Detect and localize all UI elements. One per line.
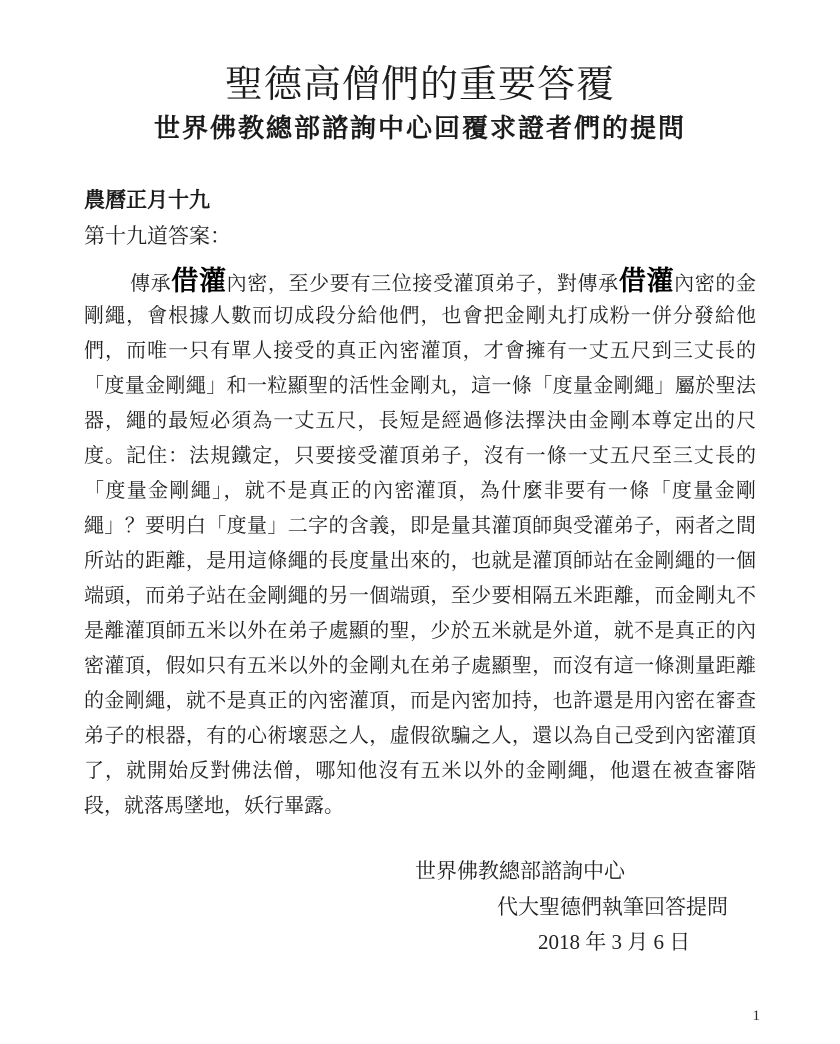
paragraph-line	[84, 544, 756, 579]
paragraph-line	[84, 579, 756, 614]
closing-byline: 代大聖德們執筆回答提問	[497, 895, 728, 919]
answer-paragraph	[84, 264, 756, 824]
text-run: 剛繩，會根據人數而切成段分給他們，也會把金剛丸打成粉一併分發給他	[84, 305, 756, 327]
text-run: 傳承	[130, 273, 172, 295]
closing-date: 2018 年 3 月 6 日	[538, 930, 691, 954]
text-run: 段，就落馬墜地，妖行畢露。	[84, 795, 344, 817]
text-run: 們，而唯一只有單人接受的真正內密灌頂，才會擁有一丈五尺到三丈長的	[84, 340, 756, 362]
lunar-date-heading: 農曆正月十九	[84, 188, 210, 212]
text-run: 了，就開始反對佛法僧，哪知他沒有五米以外的金剛繩，他還在被查審階	[84, 760, 756, 782]
text-run: 端頭，而弟子站在金剛繩的另一個端頭，至少要相隔五米距離，而金剛丸不	[84, 585, 756, 607]
paragraph-line	[84, 649, 756, 684]
text-run: 內密的金	[674, 273, 757, 295]
emphasized-term: 借灌	[171, 266, 227, 296]
page-number: 1	[752, 1008, 760, 1024]
paragraph-line	[84, 719, 756, 754]
text-run: 的金剛繩，就不是真正的內密灌頂，而是內密加持，也許還是用內密在審查	[84, 690, 756, 712]
text-run: 密灌頂，假如只有五米以外的金剛丸在弟子處顯聖，而沒有這一條測量距離	[84, 655, 756, 677]
paragraph-line	[84, 439, 756, 474]
closing-organization: 世界佛教總部諮詢中心	[415, 859, 625, 883]
page-subtitle: 世界佛教總部諮詢中心回覆求證者們的提問	[153, 114, 686, 143]
paragraph-line	[84, 754, 756, 789]
paragraph-line	[84, 369, 756, 404]
paragraph-line	[84, 684, 756, 719]
text-run: 弟子的根器，有的心術壞惡之人，虛假欲騙之人，還以為自己受到內密灌頂	[84, 725, 756, 747]
page-title: 聖德高僧們的重要答覆	[224, 64, 615, 106]
text-run: 「度量金剛繩」，就不是真正的內密灌頂，為什麼非要有一條「度量金剛	[84, 480, 756, 502]
paragraph-line	[84, 789, 756, 824]
text-run: 繩」？要明白「度量」二字的含義，即是量其灌頂師與受灌弟子，兩者之間	[84, 515, 756, 537]
text-run: 度。記住：法規鐵定，只要接受灌頂弟子，沒有一條一丈五尺至三丈長的	[84, 445, 756, 467]
paragraph-line	[84, 299, 756, 334]
text-run: 內密，至少要有三位接受灌頂弟子，對傳承	[226, 273, 619, 295]
paragraph-line	[84, 264, 756, 299]
paragraph-line	[84, 509, 756, 544]
text-run: 是離灌頂師五米以外在弟子處顯的聖，少於五米就是外道，就不是真正的內	[84, 620, 756, 642]
paragraph-line	[84, 334, 756, 369]
paragraph-line	[84, 474, 756, 509]
text-run: 器，繩的最短必須為一丈五尺，長短是經過修法擇決由金剛本尊定出的尺	[84, 410, 756, 432]
text-run: 所站的距離，是用這條繩的長度量出來的，也就是灌頂師站在金剛繩的一個	[84, 550, 756, 572]
paragraph-line	[84, 614, 756, 649]
text-run: 「度量金剛繩」和一粒顯聖的活性金剛丸，這一條「度量金剛繩」屬於聖法	[84, 375, 756, 397]
paragraph-line	[84, 404, 756, 439]
answer-number-label: 第十九道答案：	[84, 224, 231, 248]
emphasized-term: 借灌	[618, 266, 675, 296]
